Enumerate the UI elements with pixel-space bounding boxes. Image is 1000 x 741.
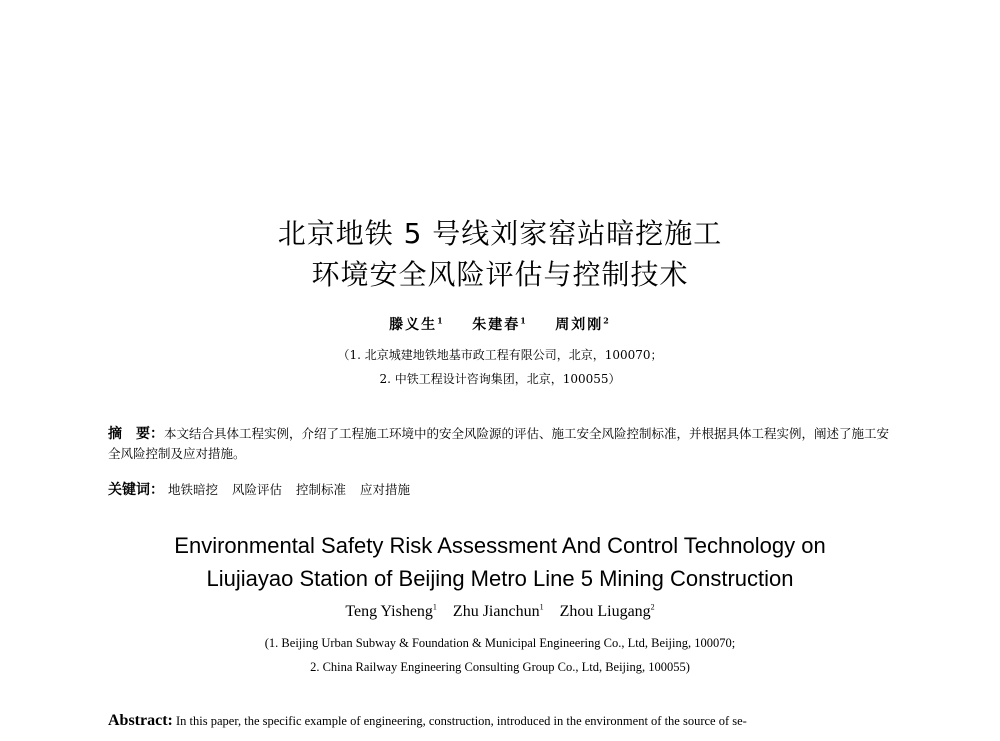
affiliation-cn-line-1: （1. 北京城建地铁地基市政工程有限公司，北京，100070； <box>337 348 663 362</box>
keyword-cn: 控制标准 <box>295 482 346 497</box>
keywords-cn <box>108 480 894 500</box>
abstract-en-text: In this paper, the specific example of engineering, construction, introduced in the environment of the source of se- <box>176 714 747 728</box>
affiliation-cn-line-2: 2. 中铁工程设计咨询集团，北京，100055） <box>379 372 621 386</box>
author-cn-1: 滕义生$^1$ <box>389 315 445 333</box>
author-cn-2: 朱建春$^1$ <box>472 315 528 333</box>
author-cn-3: 周刘刚$^2$ <box>555 315 611 333</box>
keyword-cn: 风险评估 <box>231 482 282 497</box>
authors-cn <box>0 314 1000 334</box>
abstract-cn-label: 摘 要： <box>108 426 164 442</box>
author-en-3: Zhou Liugang$^2$ <box>559 603 655 621</box>
title-en-line-1: Environmental Safety Risk Assessment And Control Technology on <box>174 533 826 558</box>
abstract-cn <box>108 424 894 464</box>
keyword-cn: 地铁暗挖 <box>167 482 218 497</box>
title-cn-line-1: 北京地铁 5 号线刘家窑站暗挖施工 <box>277 217 723 250</box>
abstract-cn-text: 本文结合具体工程实例，介绍了工程施工环境中的安全风险源的评估、施工安全风险控制标准，并根据具体工程实例，阐述了施工安全风险控制及应对措施。 <box>108 426 890 461</box>
keyword-cn: 应对措施 <box>359 482 410 497</box>
title-en-line-2: Liujiayao Station of Beijing Metro Line 5 Mining Construction <box>206 566 794 591</box>
author-en-2: Zhu Jianchun$^1$ <box>452 603 544 621</box>
authors-en <box>0 603 1000 621</box>
affiliation-en-line-1: (1. Beijing Urban Subway & Foundation & Municipal Engineering Co., Ltd, Beijing, 100070; <box>264 636 736 650</box>
abstract-en <box>108 712 908 730</box>
abstract-en-label: Abstract: <box>108 712 173 729</box>
author-en-1: Teng Yisheng$^1$ <box>345 603 437 621</box>
keywords-cn-label: 关键词： <box>108 482 164 498</box>
title-cn-line-2: 环境安全风险评估与控制技术 <box>311 258 689 291</box>
affiliation-en-line-2: 2. China Railway Engineering Consulting Group Co., Ltd, Beijing, 100055) <box>310 660 690 674</box>
